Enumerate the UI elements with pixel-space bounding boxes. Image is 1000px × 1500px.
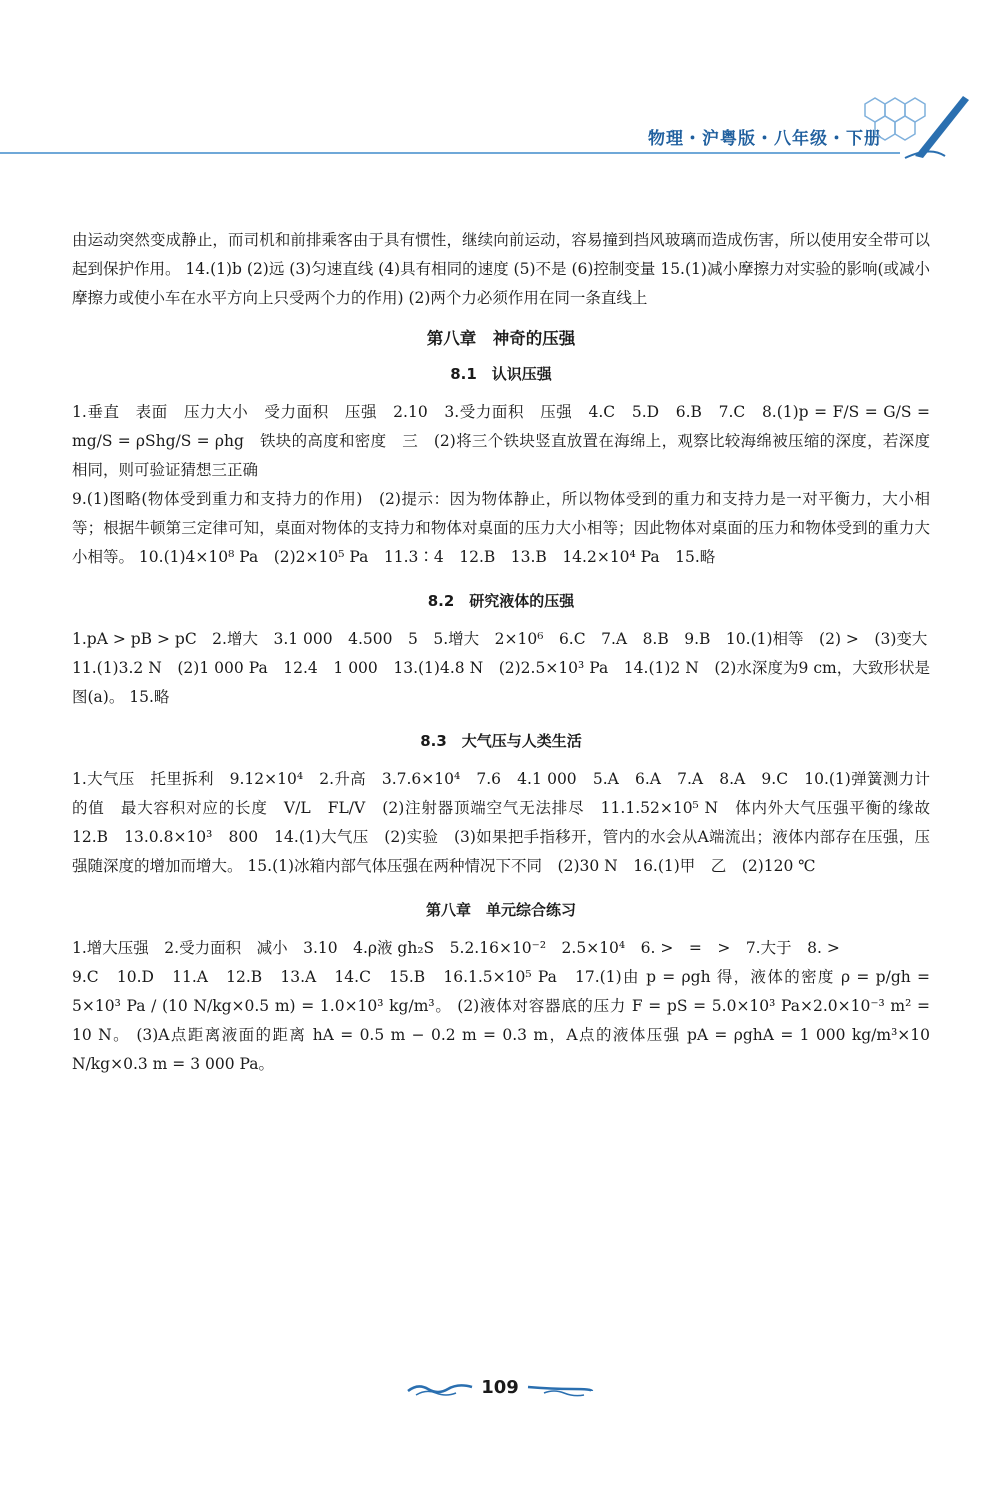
answer-content — [72, 226, 946, 1079]
section-title-8-1: 8.1 认识压强 — [450, 365, 552, 383]
section-8-2-answers-part2: 11.(1)3.2 N (2)1 000 Pa 12.4 1 000 13.(1)4.8 N (2)2.5×10³ Pa 14.(1)2 N (2)水深度为9 cm，大致形状是图(a)。 15.略 — [72, 659, 930, 706]
chapter-title: 第八章 神奇的压强 — [426, 329, 576, 348]
header-rule — [0, 152, 900, 154]
paragraph-continued-answers: 由运动突然变成静止，而司机和前排乘客由于具有惯性，继续向前运动，容易撞到挡风玻璃而造成伤害，所以使用安全带可以起到保护作用。 14.(1)b (2)远 (3)匀速直线 (4)具有相同的速度 (5)不是 (6)控制变量 15.(1)减小摩擦力对实验的影响(或减小摩擦力或使小车在水平方向上只受两个力的作用) (2)两个力必须作用在同一条直线上 — [72, 231, 930, 307]
left-wave-ornament-icon — [406, 1381, 476, 1397]
section-8-2-answers-part1: 1.pA > pB > pC 2.增大 3.1 000 4.500 5 5.增大 2×10⁶ 6.C 7.A 8.B 9.B 10.(1)相等 (2) > (3)变大 — [72, 630, 928, 648]
running-header-title: 物理・沪粤版・八年级・下册 — [648, 129, 882, 149]
unit-review-answers-part2: 9.C 10.D 11.A 12.B 13.A 14.C 15.B 16.1.5×10⁵ Pa 17.(1)由 p = ρgh 得，液体的密度 ρ = p/gh = 5×10³ Pa / (10 N/kg×0.5 m) = 1.0×10³ kg/m³。 (2)液体对容器底的压力 F = pS = 5.0×10³ Pa×2.0×10⁻³ m² = 10 N。 (3)A点距离液面的距离 hA = 0.5 m − 0.2 m = 0.3 m，A点的液体压强 pA = ρghA = 1 000 kg/m³×10 N/kg×0.3 m = 3 000 Pa。 — [72, 968, 930, 1073]
right-wave-ornament-icon — [524, 1381, 594, 1397]
unit-review-answers-part1: 1.增大压强 2.受力面积 减小 3.10 4.ρ液 gh₂S 5.2.16×10⁻² 2.5×10⁴ 6. > = > 7.大于 8. > — [72, 939, 840, 957]
unit-review-title: 第八章 单元综合练习 — [425, 901, 576, 919]
section-8-1-answers-part1: 1.垂直 表面 压力大小 受力面积 压强 2.10 3.受力面积 压强 4.C 5.D 6.B 7.C 8.(1)p = F/S = G/S = mg/S = ρShg/S = ρhg 铁块的高度和密度 三 (2)将三个铁块竖直放置在海绵上，观察比较海绵被压缩的深度，若深度相同，则可验证猜想三正确 — [72, 403, 930, 479]
hexagon-pen-logo-icon — [835, 86, 975, 166]
page-number: 109 — [481, 1377, 519, 1398]
section-title-8-2: 8.2 研究液体的压强 — [427, 592, 575, 610]
section-title-8-3: 8.3 大气压与人类生活 — [420, 732, 582, 750]
section-8-3-answers: 1.大气压 托里拆利 9.12×10⁴ 2.升高 3.7.6×10⁴ 7.6 4.1 000 5.A 6.A 7.A 8.A 9.C 10.(1)弹簧测力计的值 最大容积对应的长度 V/L FL/V (2)注射器顶端空气无法排尽 11.1.52×10⁵ N 体内外大气压强平衡的缘故 12.B 13.0.8×10³ 800 14.(1)大气压 (2)实验 (3)如果把手指移开，管内的水会从A端流出；液体内部存在压强，压强随深度的增加而增大。 15.(1)冰箱内部气体压强在两种情况下不同 (2)30 N 16.(1)甲 乙 (2)120 ℃ — [72, 770, 946, 875]
page-footer — [0, 1377, 1000, 1398]
section-8-1-answers-part2: 9.(1)图略(物体受到重力和支持力的作用) (2)提示：因为物体静止，所以物体受到的重力和支持力是一对平衡力，大小相等；根据牛顿第三定律可知，桌面对物体的支持力和物体对桌面的压力大小相等；因此物体对桌面的压力和物体受到的重力大小相等。 10.(1)4×10⁸ Pa (2)2×10⁵ Pa 11.3∶4 12.B 13.B 14.2×10⁴ Pa 15.略 — [72, 490, 930, 566]
